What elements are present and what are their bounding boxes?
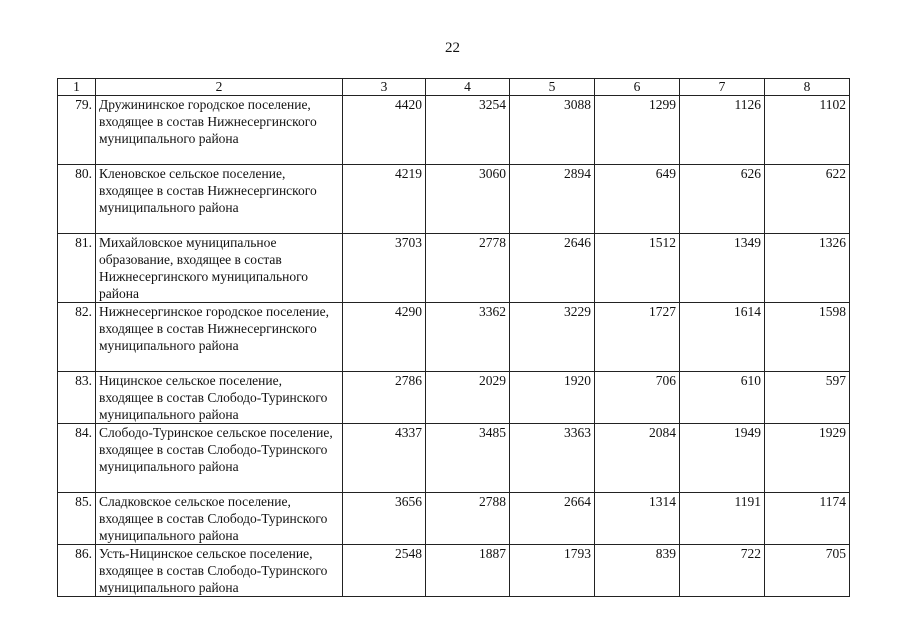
- value-cell: 1349: [680, 234, 765, 303]
- table-row: [58, 372, 850, 424]
- value-cell: 1126: [680, 96, 765, 165]
- value-cell: 705: [765, 545, 850, 597]
- value-cell: 2084: [595, 424, 680, 493]
- value-cell: 2664: [510, 493, 595, 545]
- value-cell: 1512: [595, 234, 680, 303]
- value-cell: 1299: [595, 96, 680, 165]
- column-header: 1: [58, 79, 96, 96]
- table-row: [58, 545, 850, 597]
- value-cell: 2894: [510, 165, 595, 234]
- value-cell: 1949: [680, 424, 765, 493]
- row-number-cell: 84.: [58, 424, 96, 493]
- value-cell: 2786: [343, 372, 426, 424]
- value-cell: 3088: [510, 96, 595, 165]
- value-cell: 1326: [765, 234, 850, 303]
- value-cell: 1920: [510, 372, 595, 424]
- settlement-name-cell: Слободо-Туринское сельское поселение, входящее в состав Слободо-Туринского муниципального района: [96, 424, 343, 493]
- value-cell: 4337: [343, 424, 426, 493]
- value-cell: 1598: [765, 303, 850, 372]
- value-cell: 4219: [343, 165, 426, 234]
- column-header: 7: [680, 79, 765, 96]
- column-header: 2: [96, 79, 343, 96]
- value-cell: 626: [680, 165, 765, 234]
- value-cell: 2646: [510, 234, 595, 303]
- table-row: [58, 96, 850, 165]
- row-number-cell: 85.: [58, 493, 96, 545]
- value-cell: 1793: [510, 545, 595, 597]
- value-cell: 597: [765, 372, 850, 424]
- value-cell: 2778: [426, 234, 510, 303]
- value-cell: 3060: [426, 165, 510, 234]
- value-cell: 1614: [680, 303, 765, 372]
- column-header: 3: [343, 79, 426, 96]
- row-number-cell: 80.: [58, 165, 96, 234]
- table-row: [58, 424, 850, 493]
- value-cell: 1314: [595, 493, 680, 545]
- value-cell: 3656: [343, 493, 426, 545]
- value-cell: 4420: [343, 96, 426, 165]
- table-row: [58, 493, 850, 545]
- value-cell: 3229: [510, 303, 595, 372]
- value-cell: 649: [595, 165, 680, 234]
- value-cell: 706: [595, 372, 680, 424]
- settlement-name-cell: Дружининское городское поселение, входящее в состав Нижнесергинского муниципального района: [96, 96, 343, 165]
- column-header: 5: [510, 79, 595, 96]
- table-row: [58, 165, 850, 234]
- value-cell: 1191: [680, 493, 765, 545]
- value-cell: 3485: [426, 424, 510, 493]
- value-cell: 2788: [426, 493, 510, 545]
- value-cell: 839: [595, 545, 680, 597]
- column-header: 6: [595, 79, 680, 96]
- value-cell: 2548: [343, 545, 426, 597]
- data-table: [57, 78, 850, 597]
- value-cell: 2029: [426, 372, 510, 424]
- table-row: [58, 303, 850, 372]
- column-header-row: [58, 79, 850, 96]
- row-number-cell: 86.: [58, 545, 96, 597]
- value-cell: 4290: [343, 303, 426, 372]
- row-number-cell: 81.: [58, 234, 96, 303]
- value-cell: 1174: [765, 493, 850, 545]
- column-header: 4: [426, 79, 510, 96]
- settlement-name-cell: Ницинское сельское поселение, входящее в состав Слободо-Туринского муниципального района: [96, 372, 343, 424]
- row-number-cell: 79.: [58, 96, 96, 165]
- value-cell: 3254: [426, 96, 510, 165]
- value-cell: 722: [680, 545, 765, 597]
- row-number-cell: 83.: [58, 372, 96, 424]
- value-cell: 3362: [426, 303, 510, 372]
- value-cell: 622: [765, 165, 850, 234]
- table-body: [58, 79, 850, 597]
- row-number-cell: 82.: [58, 303, 96, 372]
- value-cell: 610: [680, 372, 765, 424]
- column-header: 8: [765, 79, 850, 96]
- value-cell: 1887: [426, 545, 510, 597]
- page-number: 22: [445, 40, 460, 56]
- value-cell: 3703: [343, 234, 426, 303]
- value-cell: 1102: [765, 96, 850, 165]
- settlement-name-cell: Кленовское сельское поселение, входящее в состав Нижнесергинского муниципального района: [96, 165, 343, 234]
- value-cell: 1929: [765, 424, 850, 493]
- settlement-name-cell: Михайловское муниципальное образование, входящее в состав Нижнесергинского муниципального района: [96, 234, 343, 303]
- settlement-name-cell: Нижнесергинское городское поселение, входящее в состав Нижнесергинского муниципального района: [96, 303, 343, 372]
- value-cell: 3363: [510, 424, 595, 493]
- table-row: [58, 234, 850, 303]
- settlement-name-cell: Сладковское сельское поселение, входящее в состав Слободо-Туринского муниципального района: [96, 493, 343, 545]
- value-cell: 1727: [595, 303, 680, 372]
- settlement-name-cell: Усть-Ницинское сельское поселение, входящее в состав Слободо-Туринского муниципального района: [96, 545, 343, 597]
